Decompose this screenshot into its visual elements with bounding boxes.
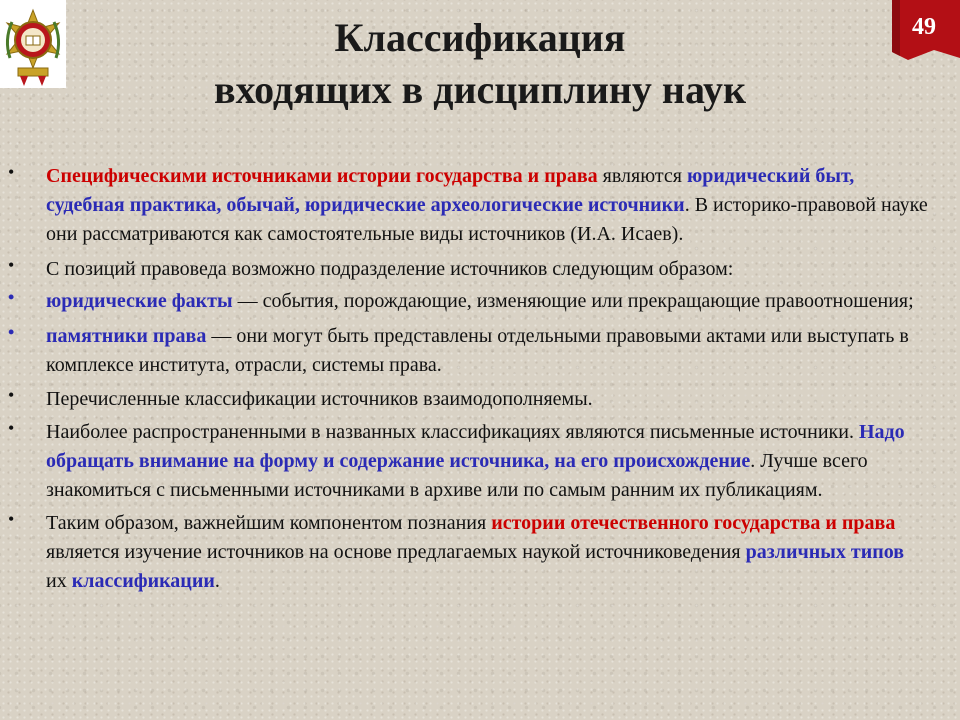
bullet-item — [8, 255, 928, 284]
bullet-text: . В историко-правовой науке они рассматриваются как самостоятельные виды источников (И.А. Исаев). — [46, 194, 928, 245]
page-number: 49 — [912, 14, 936, 40]
bullet-item — [8, 385, 928, 414]
bullet-item — [8, 322, 928, 380]
bullet-list — [8, 162, 928, 602]
bullet-marker-icon: • — [8, 322, 15, 342]
bullet-marker-icon: • — [8, 418, 15, 438]
emphasis-blue-text: различных типов — [745, 541, 905, 563]
bullet-text: — события, порождающие, изменяющие или прекращающие правоотношения; — [232, 290, 914, 312]
bullet-marker-icon: • — [8, 162, 15, 182]
emphasis-red-text: истории отечественного государства и права — [491, 512, 896, 534]
bullet-marker-icon: • — [8, 255, 15, 275]
emphasis-blue-text: юридические факты — [46, 290, 233, 312]
page-number-badge — [888, 0, 960, 64]
emphasis-blue-text: классификации — [71, 570, 215, 592]
bullet-item — [8, 162, 928, 249]
bullet-text: Перечисленные классификации источников взаимодополняемы. — [46, 388, 593, 410]
bullet-text: — они могут быть представлены отдельными правовыми актами или выступать в комплексе института, отрасли, системы права. — [46, 325, 909, 376]
bullet-item — [8, 509, 928, 596]
bullet-text: . Лучше всего знакомиться с письменными источниками в архиве или по самым ранним их публикациям. — [46, 450, 868, 501]
emphasis-blue-text: Надо обращать внимание на форму и содержание источника, на его происхождение — [46, 421, 905, 472]
bullet-marker-icon: • — [8, 287, 15, 307]
bullet-text: являются — [597, 165, 687, 187]
bullet-text: Таким образом, важнейшим компонентом познания — [46, 512, 492, 534]
bullet-item — [8, 287, 928, 316]
emphasis-blue-text: юридический быт, судебная практика, обычай, юридические археологические источники — [46, 165, 855, 216]
bullet-item — [8, 418, 928, 505]
bullet-text: их — [46, 570, 72, 592]
emphasis-red-text: Специфическими источниками истории государства и права — [46, 165, 598, 187]
bullet-text: является изучение источников на основе предлагаемых наукой источниковедения — [46, 541, 746, 563]
bullet-marker-icon: • — [8, 385, 15, 405]
title-line-1: Классификация — [334, 15, 626, 60]
title-line-2: входящих в дисциплину наук — [214, 67, 746, 112]
bullet-text: Наиболее распространенными в названных классификациях являются письменные источники. — [46, 421, 859, 443]
slide-title — [90, 12, 870, 116]
bullet-marker-icon: • — [8, 509, 15, 529]
bullet-text: С позиций правоведа возможно подразделение источников следующим образом: — [46, 258, 734, 280]
academy-emblem-icon — [0, 0, 66, 88]
emphasis-blue-text: памятники права — [46, 325, 207, 347]
bullet-text: . — [214, 570, 220, 592]
